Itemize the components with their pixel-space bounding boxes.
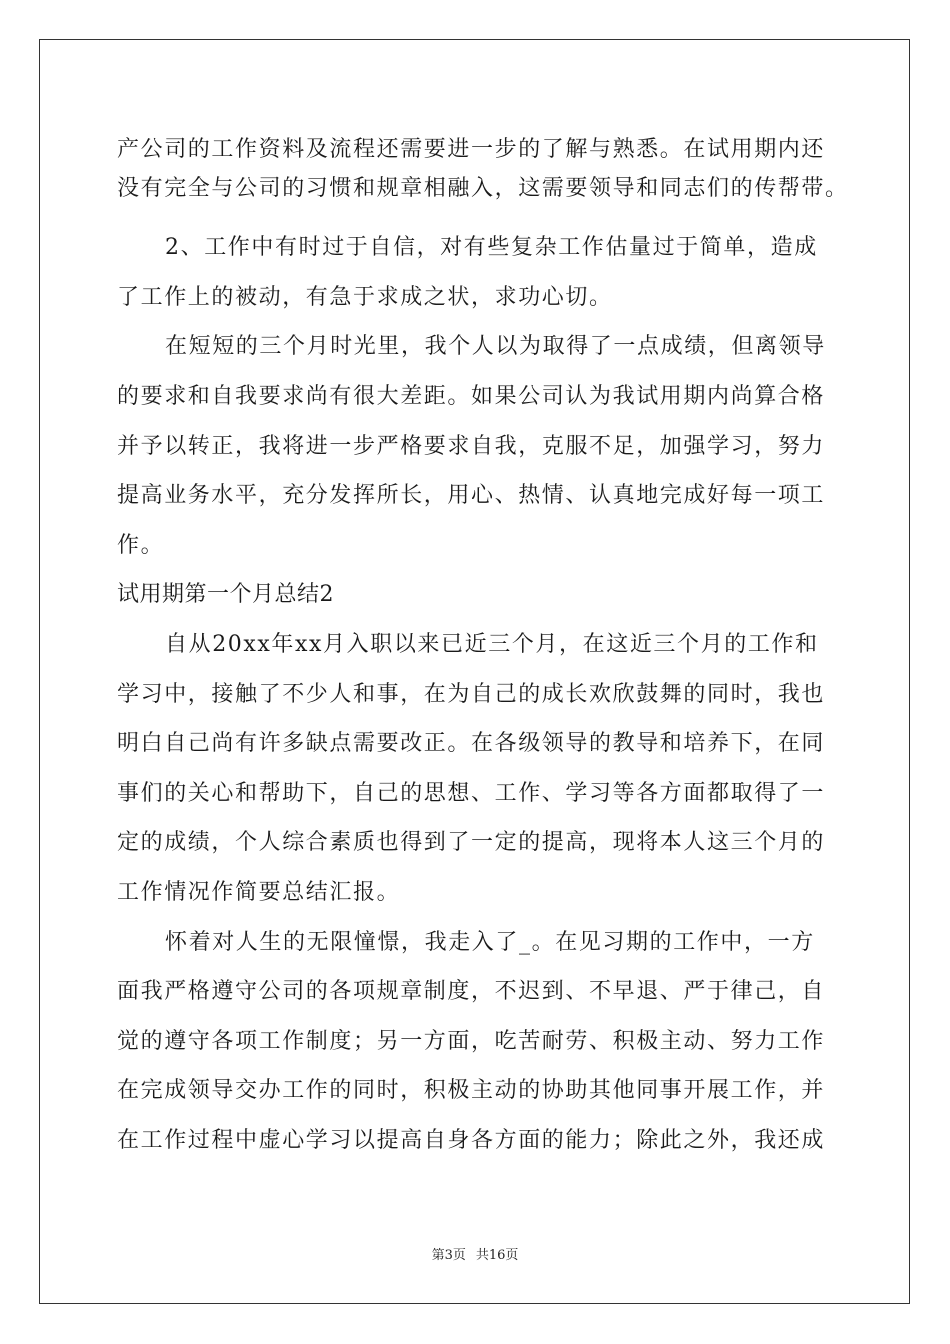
text-line: 事们的关心和帮助下，自己的思想、工作、学习等各方面都取得了一: [117, 781, 826, 806]
text-line: 工作情况作简要总结汇报。: [117, 880, 401, 905]
text-line: 并予以转正，我将进一步严格要求自我，克服不足，加强学习，努力: [117, 434, 826, 459]
text-line: 自从20xx年xx月入职以来已近三个月，在这近三个月的工作和: [165, 632, 819, 657]
text-line: 的要求和自我要求尚有很大差距。如果公司认为我试用期内尚算合格: [117, 384, 826, 409]
page-number: 第3页: [431, 1248, 466, 1263]
text-line: 作。: [117, 533, 165, 558]
text-line: 了工作上的被动，有急于求成之状，求功心切。: [117, 285, 613, 310]
text-line: 2、工作中有时过于自信，对有些复杂工作估量过于简单，造成: [165, 235, 818, 260]
text-line: 没有完全与公司的习惯和规章相融入，这需要领导和同志们的传帮带。: [117, 176, 849, 201]
text-line: 在完成领导交办工作的同时，积极主动的协助其他同事开展工作，并: [117, 1078, 826, 1103]
text-line: 在短短的三个月时光里，我个人以为取得了一点成绩，但离领导: [165, 334, 826, 359]
section-heading: 试用期第一个月总结2: [117, 582, 334, 607]
text-line: 觉的遵守各项工作制度；另一方面，吃苦耐劳、积极主动、努力工作: [117, 1029, 826, 1054]
page-footer: [0, 1244, 950, 1263]
page-total: 共16页: [475, 1248, 519, 1263]
text-line: 提高业务水平，充分发挥所长，用心、热情、认真地完成好每一项工: [117, 483, 826, 508]
text-line: 面我严格遵守公司的各项规章制度，不迟到、不早退、严于律己，自: [117, 979, 826, 1004]
text-line: 明白自己尚有许多缺点需要改正。在各级领导的教导和培养下，在同: [117, 731, 826, 756]
text-line: 学习中，接触了不少人和事，在为自己的成长欢欣鼓舞的同时，我也: [117, 682, 826, 707]
text-line: 怀着对人生的无限憧憬，我走入了_。在见习期的工作中，一方: [165, 930, 815, 955]
text-line: 定的成绩，个人综合素质也得到了一定的提高，现将本人这三个月的: [117, 830, 826, 855]
text-line: 在工作过程中虚心学习以提高自身各方面的能力；除此之外，我还成: [117, 1128, 826, 1153]
text-line: 产公司的工作资料及流程还需要进一步的了解与熟悉。在试用期内还: [117, 137, 826, 162]
